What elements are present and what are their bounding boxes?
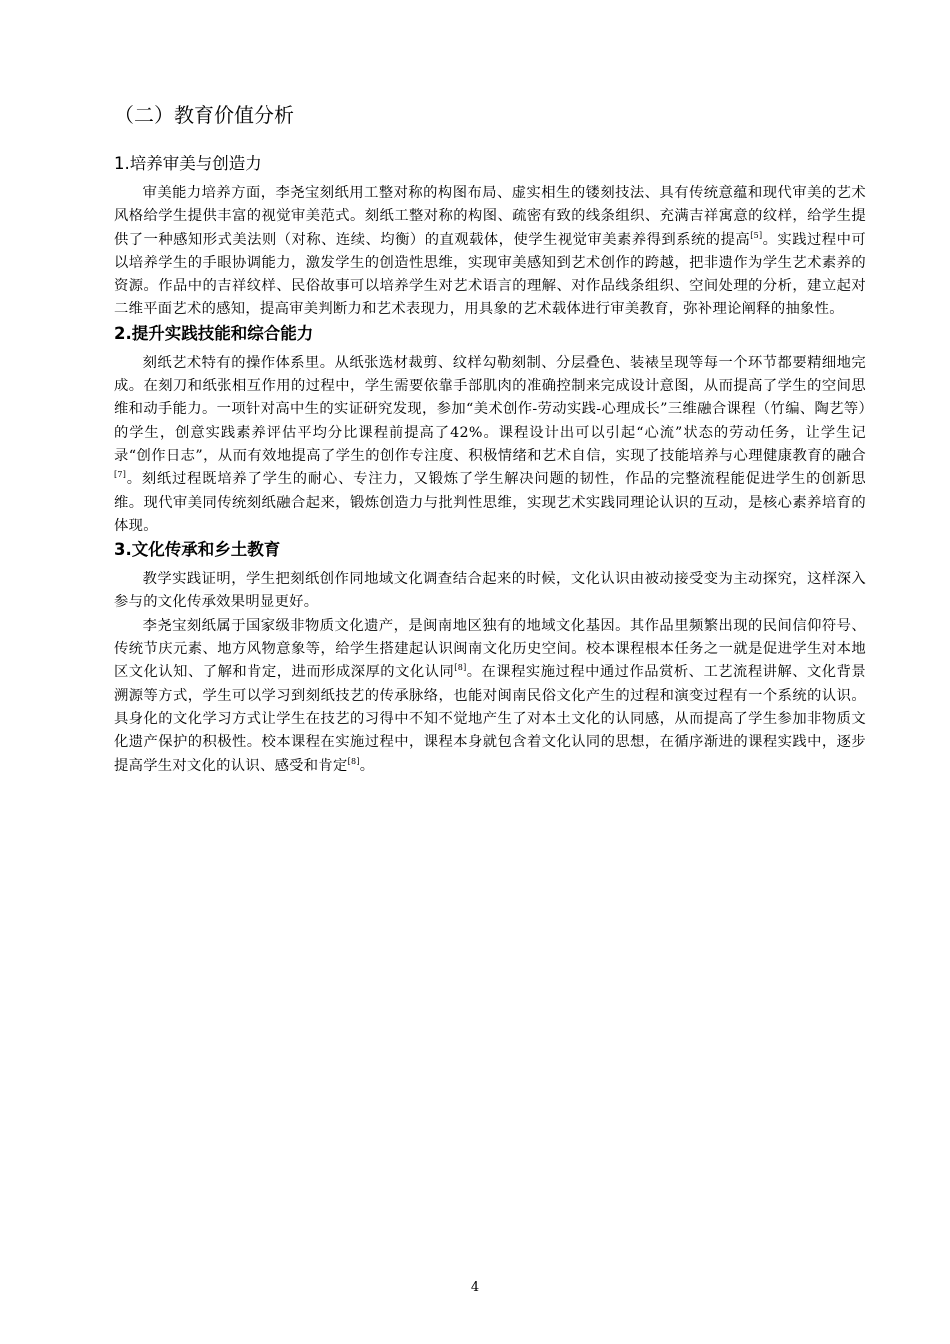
- citation-ref[interactable]: [5]: [750, 230, 763, 240]
- paragraph-aesthetics: [114, 182, 866, 322]
- paragraph-text: 。刻纸过程既培养了学生的耐心、专注力，又锻炼了学生解决问题的韧性，作品的完整流程能促进学生的创新思维。现代审美同传统刻纸融合起来，锻炼创造力与批判性思维，实现艺术实践同理论认识的互动，是核心素养培育的体现。: [114, 471, 866, 534]
- subsection-heading-3: 3.文化传承和乡土教育: [114, 540, 281, 560]
- page-content: [114, 100, 866, 778]
- paragraph-practice-skills: [114, 352, 866, 538]
- paragraph-text: 教学实践证明，学生把刻纸创作同地域文化调查结合起来的时候，文化认识由被动接受变为主动探究，这样深入参与的文化传承效果明显更好。: [114, 571, 866, 611]
- citation-ref[interactable]: [8]: [454, 663, 467, 673]
- paragraph-text: 刻纸艺术特有的操作体系里。从纸张选材裁剪、纹样勾勒刻制、分层叠色、装裱呈现等每一个环节都要精细地完成。在刻刀和纸张相互作用的过程中，学生需要依靠手部肌肉的准确控制来完成设计意图，从而提高了学生的空间思维和动手能力。一项针对高中生的实证研究发现，参加“美术创作-劳动实践-心理成长”三维融合课程（竹编、陶艺等）的学生，创意实践素养评估平均分比课程前提高了42%。课程设计出可以引起“心流”状态的劳动任务，让学生记录“创作日志”，从而有效地提高了学生的创作专注度、积极情绪和艺术自信，实现了技能培养与心理健康教育的融合: [114, 354, 866, 464]
- paragraph-cultural-heritage: [114, 615, 866, 778]
- paragraph-text: 李尧宝刻纸属于国家级非物质文化遗产，是闽南地区独有的地域文化基因。其作品里频繁出现的民间信仰符号、传统节庆元素、地方风物意象等，给学生搭建起认识闽南文化历史空间。校本课程根本任务之一就是促进学生对本地区文化认知、了解和肯定，进而形成深厚的文化认同: [114, 617, 866, 681]
- paragraph-text: 。在课程实施过程中通过作品赏析、工艺流程讲解、文化背景溯源等方式，学生可以学习到刻纸技艺的传承脉络，也能对闽南民俗文化产生的过程和演变过程有一个系统的认识。具身化的文化学习方式让学生在技艺的习得中不知不觉地产生了对本土文化的认同感，从而提高了学生参加非物质文化遗产保护的积极性。校本课程在实施过程中，课程本身就包含着文化认同的思想，在循序渐进的课程实践中，逐步提高学生对文化的认识、感受和肯定: [114, 664, 866, 774]
- paragraph-text: 。实践过程中可以培养学生的手眼协调能力，激发学生的创造性思维，实现审美感知到艺术创作的跨越，把非遗作为学生艺术素养的资源。作品中的吉祥纹样、民俗故事可以培养学生对艺术语言的理解、对作品线条组织、空间处理的分析，建立起对二维平面艺术的感知，提高审美判断力和艺术表现力，用具象的艺术载体进行审美教育，弥补理论阐释的抽象性。: [114, 231, 866, 318]
- page-number: 4: [470, 1280, 480, 1295]
- subsection-heading-2: 2.提升实践技能和综合能力: [114, 323, 314, 343]
- citation-ref[interactable]: [8]: [347, 756, 360, 766]
- paragraph-teaching-practice: [114, 568, 866, 615]
- paragraph-text: 审美能力培养方面，李尧宝刻纸用工整对称的构图布局、虚实相生的镂刻技法、具有传统意蕴和现代审美的艺术风格给学生提供丰富的视觉审美范式。刻纸工整对称的构图、疏密有致的线条组织、充满吉祥寓意的纹样，给学生提供了一种感知形式美法则（对称、连续、均衡）的直观载体，使学生视觉审美素养得到系统的提高: [114, 185, 866, 248]
- paragraph-text: 。: [359, 757, 375, 774]
- subsection-heading-1: 1.培养审美与创造力: [114, 154, 262, 173]
- section-title: （二）教育价值分析: [114, 103, 294, 127]
- citation-ref[interactable]: [7]: [114, 470, 127, 480]
